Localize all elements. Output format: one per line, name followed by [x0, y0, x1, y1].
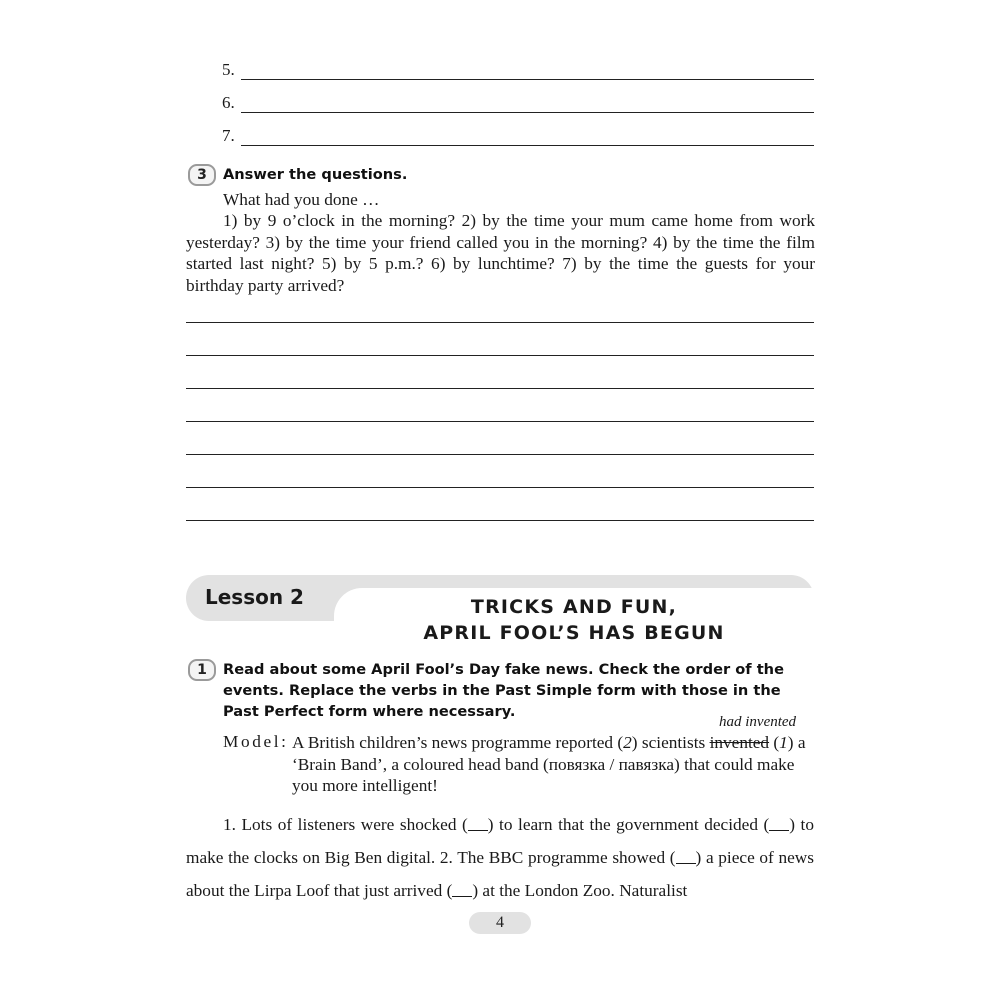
- line-number: 7.: [222, 126, 235, 145]
- line-number: 6.: [222, 93, 235, 112]
- lesson-title: [334, 594, 814, 646]
- answer-line[interactable]: [186, 388, 814, 389]
- answer-line-6[interactable]: [222, 95, 814, 115]
- line-rule: [241, 79, 814, 80]
- line-rule: [241, 145, 814, 146]
- answer-line-5[interactable]: [222, 62, 814, 82]
- answer-line[interactable]: [186, 322, 814, 323]
- task-number-badge: 1: [188, 659, 216, 681]
- answer-blank[interactable]: [676, 849, 696, 864]
- line-rule: [241, 112, 814, 113]
- task-title: Read about some April Fool’s Day fake news. Check the order of the events. Replace the verbs in the Past Simple form with those in the Past Perfect form where necessary.: [223, 661, 784, 720]
- exercise-paragraph: 1. Lots of listeners were shocked ( ) to learn that the government decided ( ) to make the clocks on Big Ben digital. 2. The BBC programme showed ( ) a piece of news about the Lirpa Loof that just arrived ( ) at the London Zoo. Naturalist: [186, 815, 814, 900]
- answer-line[interactable]: [186, 421, 814, 422]
- answer-line-7[interactable]: [222, 128, 814, 148]
- struck-verb: invented: [709, 733, 770, 752]
- answer-blank[interactable]: [468, 816, 488, 831]
- task-number-badge: 3: [188, 164, 216, 186]
- lesson-title-line-2: APRIL FOOL’S HAS BEGUN: [423, 622, 725, 644]
- model-label: Model:: [223, 732, 289, 751]
- model-annotation: had invented: [719, 714, 797, 730]
- answer-line[interactable]: [186, 355, 814, 356]
- model-example: A British children’s news programme reported (2) scientists invented (1) a ‘Brain Band’, a coloured head band (повязка / павязка) that could make you more intelligent!: [292, 733, 806, 795]
- answer-blank[interactable]: [452, 882, 472, 897]
- task-lead: What had you done …: [223, 190, 380, 209]
- answer-line[interactable]: [186, 487, 814, 488]
- page-number: 4: [469, 912, 531, 934]
- lesson-title-line-1: TRICKS AND FUN,: [470, 596, 678, 618]
- task-questions: 1) by 9 o’clock in the morning? 2) by the time your mum came home from work yesterday? 3) by the time your friend called you in the morning? 4) by the time the film started last night? 5) by 5 p.m.? 6) by lunchtime? 7) by the time the guests for your birthday party arrived?: [186, 211, 815, 295]
- answer-blank[interactable]: [769, 816, 789, 831]
- lesson-label: Lesson 2: [205, 585, 304, 609]
- answer-line[interactable]: [186, 520, 814, 521]
- task-title: Answer the questions.: [223, 166, 408, 183]
- line-number: 5.: [222, 60, 235, 79]
- answer-line[interactable]: [186, 454, 814, 455]
